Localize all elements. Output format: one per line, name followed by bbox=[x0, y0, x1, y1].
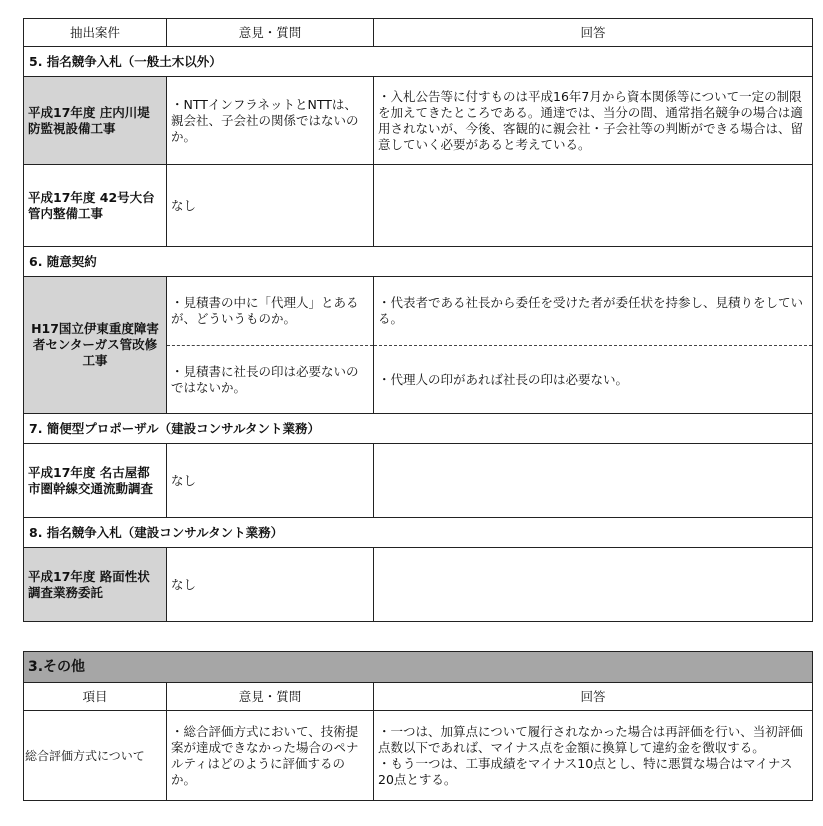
table-row bbox=[24, 77, 813, 165]
table-row bbox=[24, 277, 813, 346]
question-cell: ・見積書の中に「代理人」とあるが、どういうものか。 bbox=[167, 277, 374, 346]
section-row bbox=[24, 47, 813, 77]
answer-cell bbox=[374, 165, 813, 247]
header-answer: 回答 bbox=[374, 683, 813, 711]
question-cell: なし bbox=[167, 165, 374, 247]
item-cell: 総合評価方式について bbox=[24, 711, 167, 801]
section-row bbox=[24, 247, 813, 277]
case-cell: H17国立伊東重度障害者センターガス管改修工事 bbox=[24, 277, 167, 414]
answer-cell: ・入札公告等に付すものは平成16年7月から資本関係等について一定の制限を加えてきたところである。通達では、当分の間、通常指名競争の場合は適用されないが、今後、客観的に親会社・子会社等の判断ができる場合は、留意していく必要があると考えている。 bbox=[374, 77, 813, 165]
case-cell: 平成17年度 名古屋都市圏幹線交通流動調査 bbox=[24, 444, 167, 518]
table-row bbox=[24, 444, 813, 518]
section-8-title: 8. 指名競争入札（建設コンサルタント業務） bbox=[24, 518, 813, 548]
question-cell: ・総合評価方式において、技術提案が達成できなかった場合のペナルティはどのように評価するのか。 bbox=[167, 711, 374, 801]
answer-cell bbox=[374, 548, 813, 622]
answer-line-1: ・一つは、加算点について履行されなかった場合は再評価を行い、当初評価点数以下であれば、マイナス点を金額に換算して違約金を徴収する。 bbox=[378, 723, 803, 755]
table-row bbox=[24, 711, 813, 801]
header-row bbox=[24, 19, 813, 47]
question-cell: なし bbox=[167, 548, 374, 622]
section-7-title: 7. 簡便型プロポーザル（建設コンサルタント業務） bbox=[24, 414, 813, 444]
case-cell: 平成17年度 路面性状調査業務委託 bbox=[24, 548, 167, 622]
header-question: 意見・質問 bbox=[167, 19, 374, 47]
other-title: 3.その他 bbox=[24, 652, 813, 683]
answer-cell bbox=[374, 711, 813, 801]
answer-cell: ・代表者である社長から委任を受けた者が委任状を持参し、見積りをしている。 bbox=[374, 277, 813, 346]
header-answer: 回答 bbox=[374, 19, 813, 47]
answer-line-2: ・もう一つは、工事成績をマイナス10点とし、特に悪質な場合はマイナス20点とする。 bbox=[378, 755, 793, 787]
case-cell: 平成17年度 庄内川堤防監視設備工事 bbox=[24, 77, 167, 165]
question-cell: ・NTTインフラネットとNTTは、親会社、子会社の関係ではないのか。 bbox=[167, 77, 374, 165]
other-title-row bbox=[24, 652, 813, 683]
answer-cell: ・代理人の印があれば社長の印は必要ない。 bbox=[374, 346, 813, 414]
case-cell: 平成17年度 42号大台管内整備工事 bbox=[24, 165, 167, 247]
question-cell: ・見積書に社長の印は必要ないのではないか。 bbox=[167, 346, 374, 414]
question-cell: なし bbox=[167, 444, 374, 518]
answer-cell bbox=[374, 444, 813, 518]
table-row bbox=[24, 165, 813, 247]
header-case: 抽出案件 bbox=[24, 19, 167, 47]
section-row bbox=[24, 414, 813, 444]
table-row bbox=[24, 548, 813, 622]
section-5-title: 5. 指名競争入札（一般土木以外） bbox=[24, 47, 813, 77]
other-table bbox=[23, 651, 813, 801]
header-row bbox=[24, 683, 813, 711]
section-row bbox=[24, 518, 813, 548]
section-6-title: 6. 随意契約 bbox=[24, 247, 813, 277]
header-item: 項目 bbox=[24, 683, 167, 711]
header-question: 意見・質問 bbox=[167, 683, 374, 711]
main-table bbox=[23, 18, 813, 622]
